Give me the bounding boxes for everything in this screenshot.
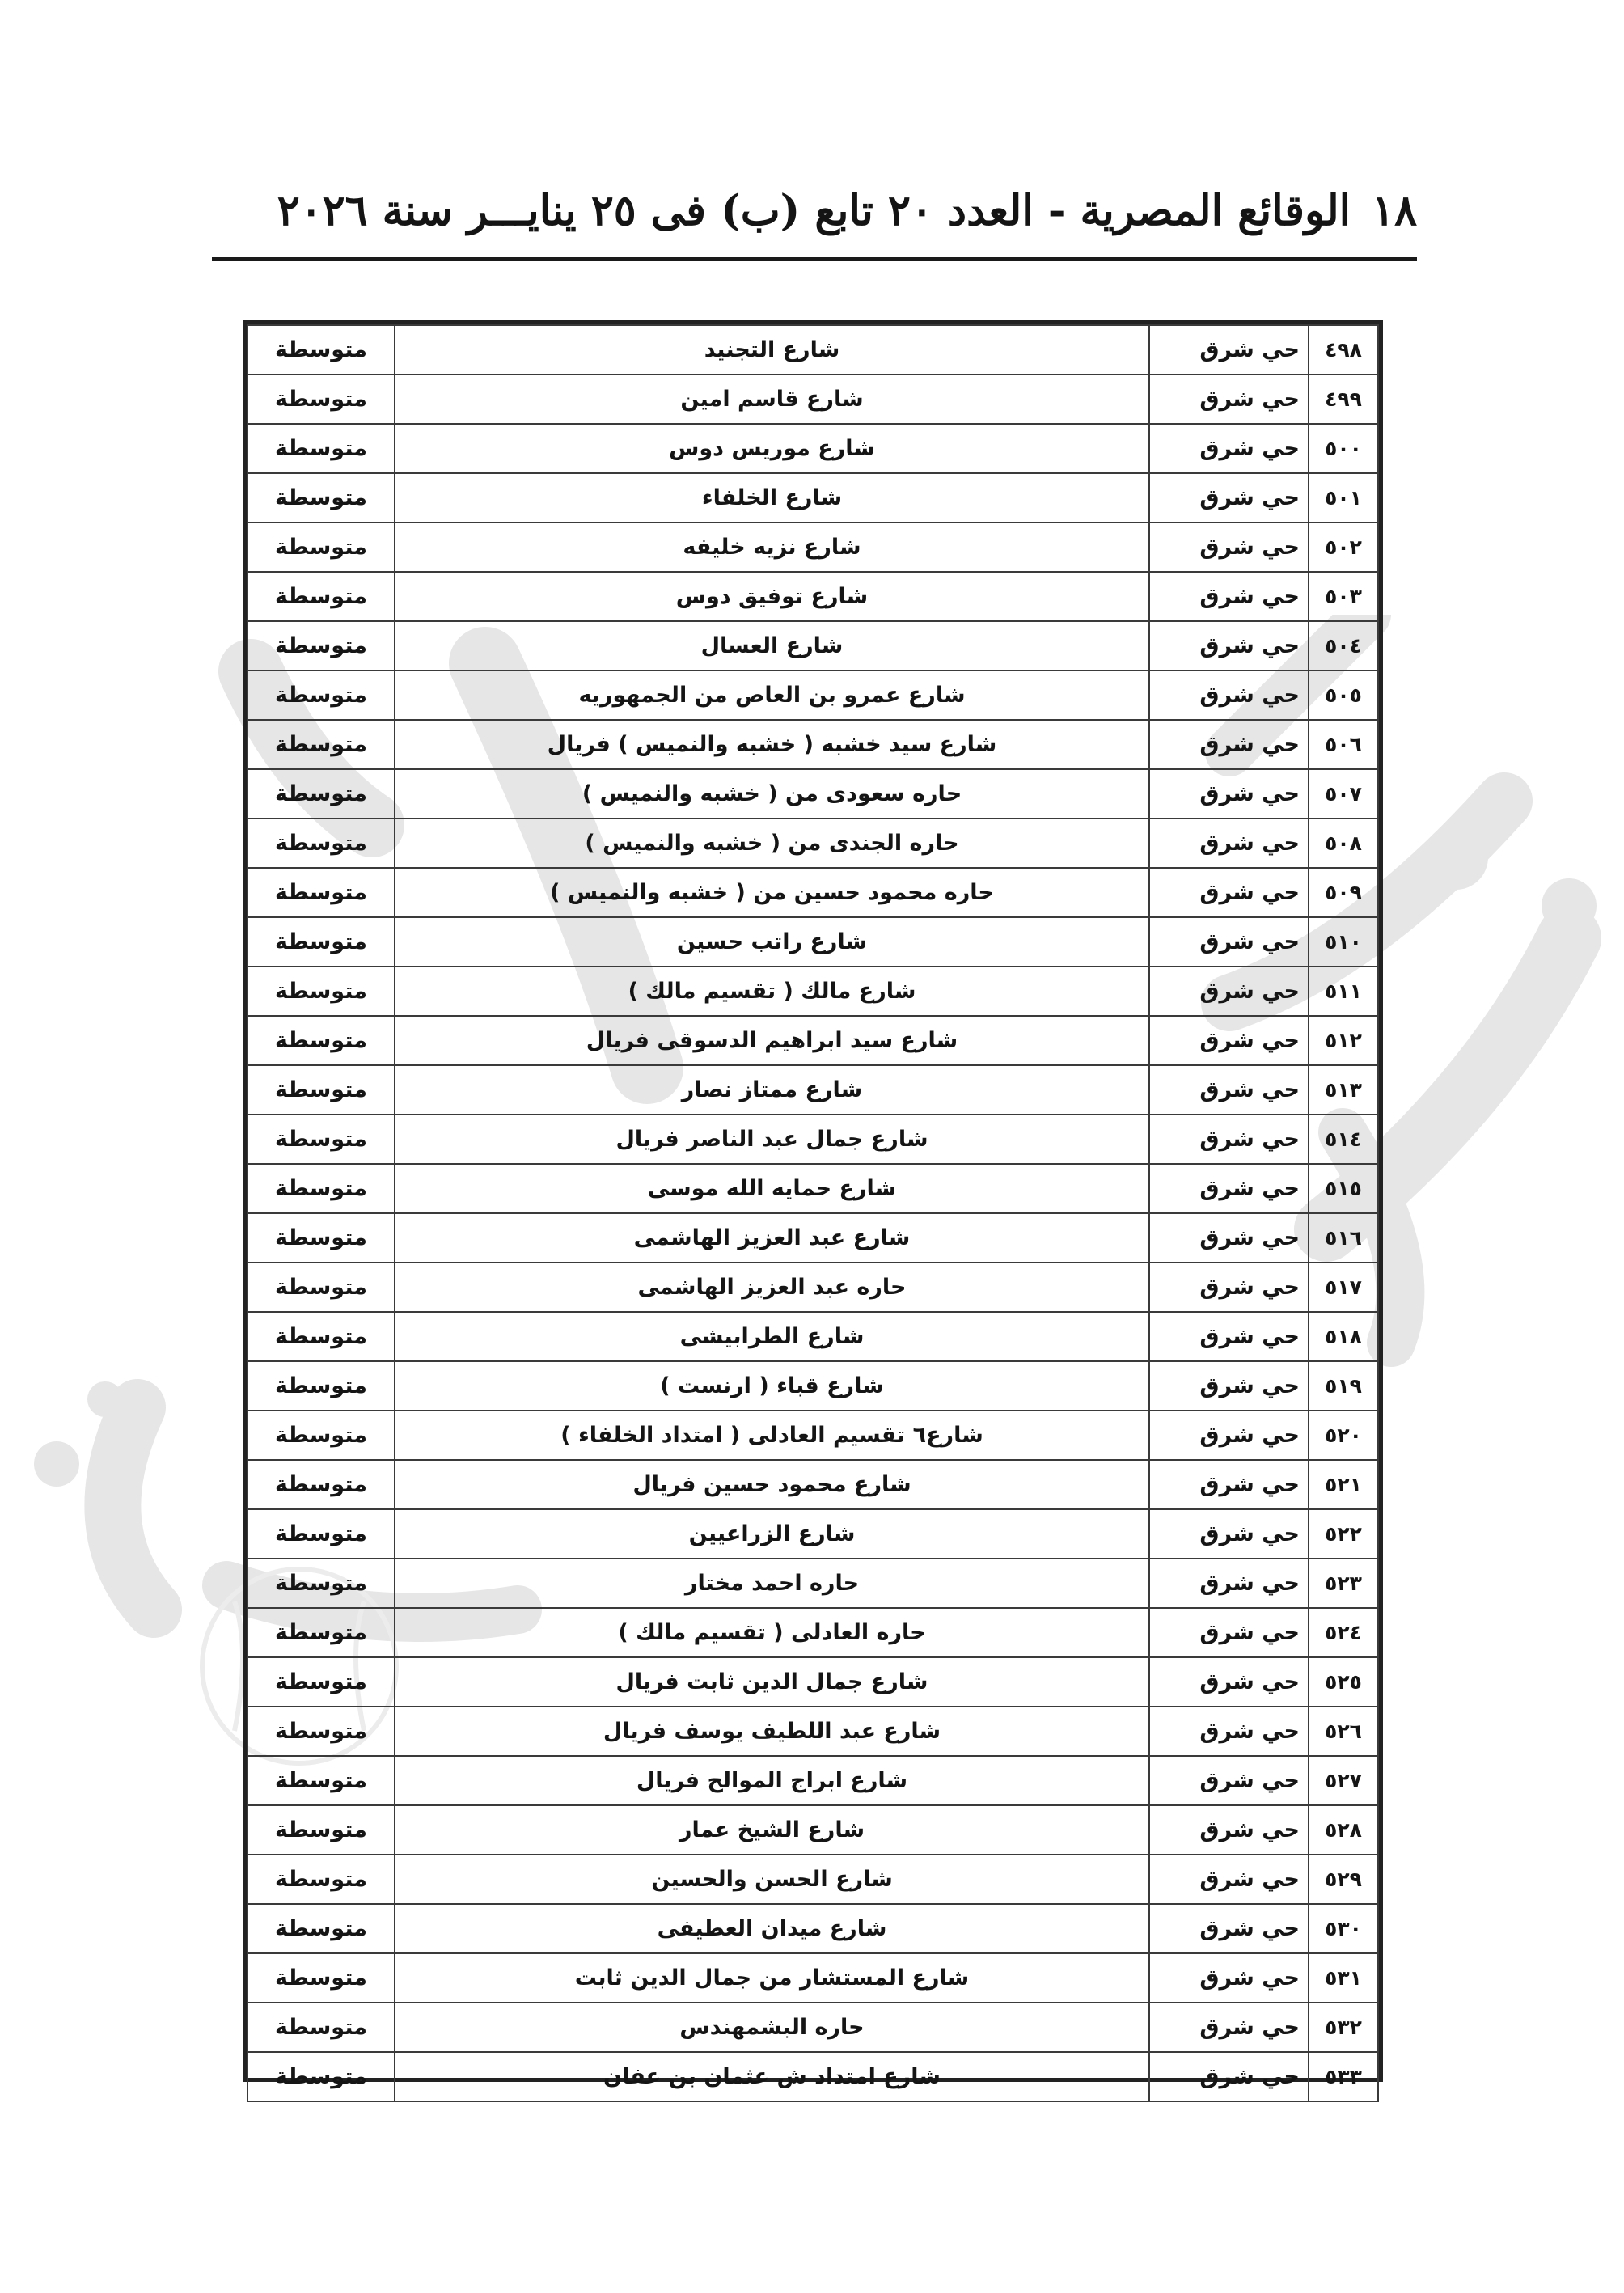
street-name-cell: حاره البشمهندس [395,2003,1149,2052]
table-row [247,424,1378,473]
table-row [247,720,1378,769]
row-number-cell: ٥١٨ [1309,1312,1378,1361]
table-row [247,2052,1378,2101]
street-name-cell: شارع امتداد ش عثمان بن عفان [395,2052,1149,2101]
district-cell: حي شرق [1149,1657,1309,1707]
table-row [247,967,1378,1016]
street-name-cell: شارع الخلفاء [395,473,1149,522]
table-row [247,1016,1378,1065]
table-row [247,1953,1378,2003]
classification-cell: متوسطة [247,1361,395,1411]
district-cell: حي شرق [1149,1509,1309,1559]
row-number-cell: ٥١٤ [1309,1115,1378,1164]
street-name-cell: شارع الطرابيشى [395,1312,1149,1361]
district-cell: حي شرق [1149,720,1309,769]
row-number-cell: ٥٢٩ [1309,1855,1378,1904]
row-number-cell: ٥٣١ [1309,1953,1378,2003]
classification-cell: متوسطة [247,967,395,1016]
table-row [247,1164,1378,1213]
streets-table [247,324,1379,2102]
district-cell: حي شرق [1149,522,1309,572]
table-row [247,1805,1378,1855]
street-name-cell: شارع الشيخ عمار [395,1805,1149,1855]
classification-cell: متوسطة [247,1411,395,1460]
table-row [247,1213,1378,1263]
row-number-cell: ٤٩٨ [1309,325,1378,374]
table-row [247,1756,1378,1805]
table-row [247,1509,1378,1559]
street-name-cell: شارع ابراج الموالح فريال [395,1756,1149,1805]
row-number-cell: ٥٢٢ [1309,1509,1378,1559]
row-number-cell: ٥٠٥ [1309,671,1378,720]
classification-cell: متوسطة [247,720,395,769]
classification-cell: متوسطة [247,1115,395,1164]
classification-cell: متوسطة [247,424,395,473]
table-row [247,522,1378,572]
classification-cell: متوسطة [247,917,395,967]
row-number-cell: ٥١٩ [1309,1361,1378,1411]
row-number-cell: ٥٠٨ [1309,819,1378,868]
district-cell: حي شرق [1149,967,1309,1016]
gazette-title-line: الوقائع المصرية - العدد ٢٠ تابع (ب) فى ٢٥ ينايـــر سنة ٢٠٢٦ [277,185,1351,235]
street-name-cell: شارع نزيه خليفه [395,522,1149,572]
row-number-cell: ٥٢٣ [1309,1559,1378,1608]
row-number-cell: ٥٠٤ [1309,621,1378,671]
classification-cell: متوسطة [247,1805,395,1855]
classification-cell: متوسطة [247,522,395,572]
district-cell: حي شرق [1149,2003,1309,2052]
row-number-cell: ٥٢١ [1309,1460,1378,1509]
district-cell: حي شرق [1149,1065,1309,1115]
district-cell: حي شرق [1149,819,1309,868]
table-row [247,769,1378,819]
table-row [247,1460,1378,1509]
classification-cell: متوسطة [247,1460,395,1509]
row-number-cell: ٥٣٠ [1309,1904,1378,1953]
table-row [247,2003,1378,2052]
table-row [247,473,1378,522]
district-cell: حي شرق [1149,621,1309,671]
table-row [247,1855,1378,1904]
street-name-cell: شارع ممتاز نصار [395,1065,1149,1115]
street-name-cell: شارع عمرو بن العاص من الجمهوريه [395,671,1149,720]
classification-cell: متوسطة [247,325,395,374]
classification-cell: متوسطة [247,2052,395,2101]
district-cell: حي شرق [1149,1707,1309,1756]
table-row [247,1263,1378,1312]
street-name-cell: شارع توفيق دوس [395,572,1149,621]
classification-cell: متوسطة [247,1213,395,1263]
street-name-cell: شارع سيد خشبه ( خشبه والنميس ) فريال [395,720,1149,769]
classification-cell: متوسطة [247,1657,395,1707]
table-row [247,671,1378,720]
district-cell: حي شرق [1149,671,1309,720]
district-cell: حي شرق [1149,1263,1309,1312]
streets-table-body [247,325,1378,2101]
table-row [247,1361,1378,1411]
row-number-cell: ٥٢٦ [1309,1707,1378,1756]
street-name-cell: شارع قباء ( ارنست ) [395,1361,1149,1411]
page-number: ١٨ [1372,185,1417,235]
table-row [247,1657,1378,1707]
classification-cell: متوسطة [247,621,395,671]
district-cell: حي شرق [1149,374,1309,424]
district-cell: حي شرق [1149,1361,1309,1411]
table-row [247,1065,1378,1115]
classification-cell: متوسطة [247,572,395,621]
district-cell: حي شرق [1149,473,1309,522]
table-row [247,325,1378,374]
row-number-cell: ٥٢٥ [1309,1657,1378,1707]
table-row [247,374,1378,424]
table-row [247,1115,1378,1164]
street-name-cell: شارع راتب حسين [395,917,1149,967]
street-name-cell: شارع قاسم امين [395,374,1149,424]
table-row [247,1707,1378,1756]
street-name-cell: حاره عبد العزيز الهاشمى [395,1263,1149,1312]
header-divider [212,257,1417,261]
street-name-cell: حاره العادلى ( تقسيم مالك ) [395,1608,1149,1657]
streets-table-frame [243,320,1383,2089]
classification-cell: متوسطة [247,2003,395,2052]
classification-cell: متوسطة [247,1263,395,1312]
table-row [247,1608,1378,1657]
table-row [247,1312,1378,1361]
street-name-cell: شارع ميدان العطيفى [395,1904,1149,1953]
classification-cell: متوسطة [247,1164,395,1213]
row-number-cell: ٥٠٧ [1309,769,1378,819]
street-name-cell: حاره احمد مختار [395,1559,1149,1608]
row-number-cell: ٥٠٠ [1309,424,1378,473]
row-number-cell: ٥٠٩ [1309,868,1378,917]
street-name-cell: شارع العسال [395,621,1149,671]
row-number-cell: ٥٢٨ [1309,1805,1378,1855]
classification-cell: متوسطة [247,1855,395,1904]
classification-cell: متوسطة [247,769,395,819]
classification-cell: متوسطة [247,819,395,868]
row-number-cell: ٥١٠ [1309,917,1378,967]
table-row [247,1411,1378,1460]
row-number-cell: ٥٠٢ [1309,522,1378,572]
district-cell: حي شرق [1149,1756,1309,1805]
classification-cell: متوسطة [247,1707,395,1756]
district-cell: حي شرق [1149,1312,1309,1361]
row-number-cell: ٥١٥ [1309,1164,1378,1213]
classification-cell: متوسطة [247,1016,395,1065]
district-cell: حي شرق [1149,1460,1309,1509]
street-name-cell: حاره محمود حسين من ( خشبه والنميس ) [395,868,1149,917]
classification-cell: متوسطة [247,1065,395,1115]
row-number-cell: ٥١٧ [1309,1263,1378,1312]
street-name-cell: شارع سيد ابراهيم الدسوقى فريال [395,1016,1149,1065]
row-number-cell: ٥٠٦ [1309,720,1378,769]
row-number-cell: ٥٠٣ [1309,572,1378,621]
street-name-cell: شارع موريس دوس [395,424,1149,473]
classification-cell: متوسطة [247,473,395,522]
district-cell: حي شرق [1149,1805,1309,1855]
street-name-cell: شارع المستشار من جمال الدين ثابت [395,1953,1149,2003]
classification-cell: متوسطة [247,1559,395,1608]
district-cell: حي شرق [1149,917,1309,967]
classification-cell: متوسطة [247,671,395,720]
page-header [212,170,1417,251]
street-name-cell: شارع جمال الدين ثابت فريال [395,1657,1149,1707]
street-name-cell: شارع التجنيد [395,325,1149,374]
row-number-cell: ٥٢٠ [1309,1411,1378,1460]
table-row [247,819,1378,868]
street-name-cell: شارع جمال عبد الناصر فريال [395,1115,1149,1164]
district-cell: حي شرق [1149,1115,1309,1164]
table-row [247,572,1378,621]
district-cell: حي شرق [1149,1164,1309,1213]
classification-cell: متوسطة [247,1756,395,1805]
table-row [247,621,1378,671]
street-name-cell: شارع الحسن والحسين [395,1855,1149,1904]
row-number-cell: ٥١٢ [1309,1016,1378,1065]
district-cell: حي شرق [1149,868,1309,917]
row-number-cell: ٤٩٩ [1309,374,1378,424]
district-cell: حي شرق [1149,1855,1309,1904]
row-number-cell: ٥٢٧ [1309,1756,1378,1805]
street-name-cell: شارع محمود حسين فريال [395,1460,1149,1509]
table-row [247,1559,1378,1608]
district-cell: حي شرق [1149,1411,1309,1460]
district-cell: حي شرق [1149,572,1309,621]
street-name-cell: شارع مالك ( تقسيم مالك ) [395,967,1149,1016]
street-name-cell: شارع٦ تقسيم العادلى ( امتداد الخلفاء ) [395,1411,1149,1460]
street-name-cell: حاره الجندى من ( خشبه والنميس ) [395,819,1149,868]
district-cell: حي شرق [1149,2052,1309,2101]
street-name-cell: شارع الزراعيين [395,1509,1149,1559]
table-row [247,868,1378,917]
row-number-cell: ٥٢٤ [1309,1608,1378,1657]
classification-cell: متوسطة [247,1608,395,1657]
district-cell: حي شرق [1149,424,1309,473]
classification-cell: متوسطة [247,1509,395,1559]
classification-cell: متوسطة [247,1312,395,1361]
district-cell: حي شرق [1149,1904,1309,1953]
district-cell: حي شرق [1149,1016,1309,1065]
district-cell: حي شرق [1149,769,1309,819]
classification-cell: متوسطة [247,868,395,917]
district-cell: حي شرق [1149,1953,1309,2003]
row-number-cell: ٥١١ [1309,967,1378,1016]
street-name-cell: شارع عبد العزيز الهاشمى [395,1213,1149,1263]
district-cell: حي شرق [1149,1559,1309,1608]
district-cell: حي شرق [1149,1213,1309,1263]
street-name-cell: شارع حمايه الله موسى [395,1164,1149,1213]
street-name-cell: حاره سعودى من ( خشبه والنميس ) [395,769,1149,819]
classification-cell: متوسطة [247,1904,395,1953]
row-number-cell: ٥٣٢ [1309,2003,1378,2052]
district-cell: حي شرق [1149,1608,1309,1657]
row-number-cell: ٥١٣ [1309,1065,1378,1115]
table-row [247,917,1378,967]
row-number-cell: ٥١٦ [1309,1213,1378,1263]
table-row [247,1904,1378,1953]
row-number-cell: ٥٣٣ [1309,2052,1378,2101]
street-name-cell: شارع عبد اللطيف يوسف فريال [395,1707,1149,1756]
classification-cell: متوسطة [247,374,395,424]
row-number-cell: ٥٠١ [1309,473,1378,522]
classification-cell: متوسطة [247,1953,395,2003]
district-cell: حي شرق [1149,325,1309,374]
